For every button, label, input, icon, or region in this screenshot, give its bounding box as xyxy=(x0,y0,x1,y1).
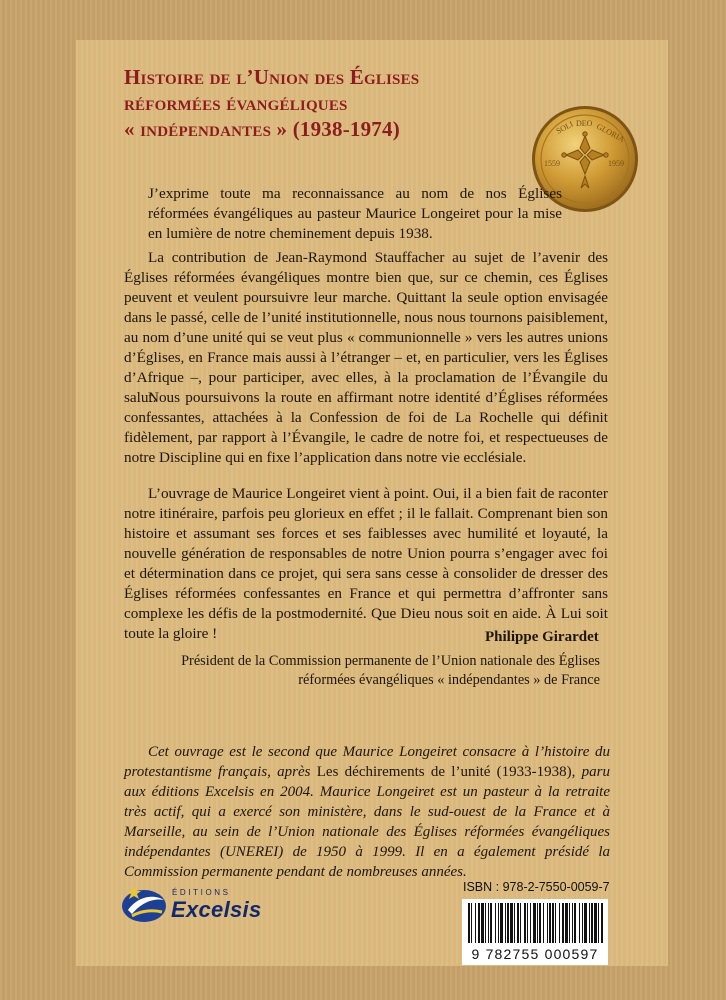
book-title xyxy=(124,64,544,142)
about-part-1: Cet ouvrage est le second que Maurice Longeiret consacre à l’histoire du protestantisme français, après xyxy=(124,744,610,780)
publisher-name: Excelsis xyxy=(171,897,262,922)
paragraph-4 xyxy=(124,484,608,644)
isbn-label: ISBN : 978-2-7550-0059-7 xyxy=(463,880,610,894)
title-line-2: réformées évangéliques xyxy=(124,91,348,115)
title-line-1: Histoire de l’Union des Églises xyxy=(124,65,420,89)
title-line-3: « indépendantes » (1938-1974) xyxy=(124,117,400,141)
about-part-2: , paru aux éditions Excelsis en 2004. Maurice Longeiret est un pasteur à la retraite très actif, qui a exercé son ministère, dans le sud-ouest de la France et à Marseille, au sein de l’Union nationale des Églises réformées évangéliques indépendantes (UNEREI) de 1950 à 1999. Il en a également présidé la Commission permanente pendant de nombreuses années. xyxy=(124,764,611,880)
medal-text-right: GLORIA xyxy=(595,121,626,144)
paragraph-1 xyxy=(148,184,562,244)
paragraph-4-text: L’ouvrage de Maurice Longeiret vient à point. Oui, il a bien fait de raconter notre itinéraire, parfois peu glorieux en effet ; il le fallait. Comprenant bien son histoire et assumant ses forces et ses faiblesses avec humilité et loyauté, la nouvelle génération de responsables de notre Union pourra s’engager avec foi et détermination dans ce projet, qui sera sans cesse à consolider de dresser des Églises réformées confessantes en France et qui permettra d’affronter sans complexe les défis de la postmodernité. Que Dieu nous soit en aide. À Lui soit toute la gloire ! xyxy=(124,485,608,642)
barcode-bars xyxy=(462,899,608,947)
medal-year-right: 1959 xyxy=(608,159,624,168)
publisher-label: ÉDITIONS xyxy=(172,888,231,897)
paragraph-3 xyxy=(124,388,608,468)
medal-text-left: SOLI xyxy=(554,119,575,136)
about-book-title: Les déchirements de l’unité (1933-1938) xyxy=(316,764,572,780)
paragraph-3-text: Nous poursuivons la route en affirmant notre identité d’Églises réformées confessantes, attachées à la Confession de foi de La Rochelle qui définit fidèlement, par rapport à l’Évangile, le cadre de notre foi, et respectueuses de notre Discipline qui en fixe l’application dans notre vie ecclésiale. xyxy=(124,389,608,466)
paragraph-1-text: J’exprime toute ma reconnaissance au nom de nos Églises réformées évangéliques au pasteur Maurice Longeiret pour la mise en lumière de notre cheminement depuis 1938. xyxy=(148,185,562,242)
paragraph-2-text: La contribution de Jean-Raymond Stauffacher au sujet de l’avenir des Églises réformées évangéliques montre bien que, sur ce chemin, ces Églises peuvent et veulent poursuivre leur marche. Quittant la seule option envisagée dans le passé, celle de l’unité institutionnelle, nous nous tournons paisiblement, au nom d’une unité qui se veut plus « communionnelle » vers les autres unions d’Églises, en France mais aussi à l’étranger – et, en particulier, vers les Églises d’Afrique –, pour participer, avec elles, à la proclamation de l’Évangile du salut. xyxy=(124,249,608,406)
signature-name: Philippe Girardet xyxy=(485,629,599,645)
signature-role: Président de la Commission permanente de l’Union nationale des Églises réformées évangéliques « indépendantes » de France xyxy=(181,653,600,688)
paragraph-2 xyxy=(124,248,608,408)
medal-year-left: 1559 xyxy=(544,159,560,168)
about-book xyxy=(124,742,610,882)
barcode-digits: 9 782755 000597 xyxy=(471,946,599,962)
medal-text-mid: DEO xyxy=(576,119,593,128)
